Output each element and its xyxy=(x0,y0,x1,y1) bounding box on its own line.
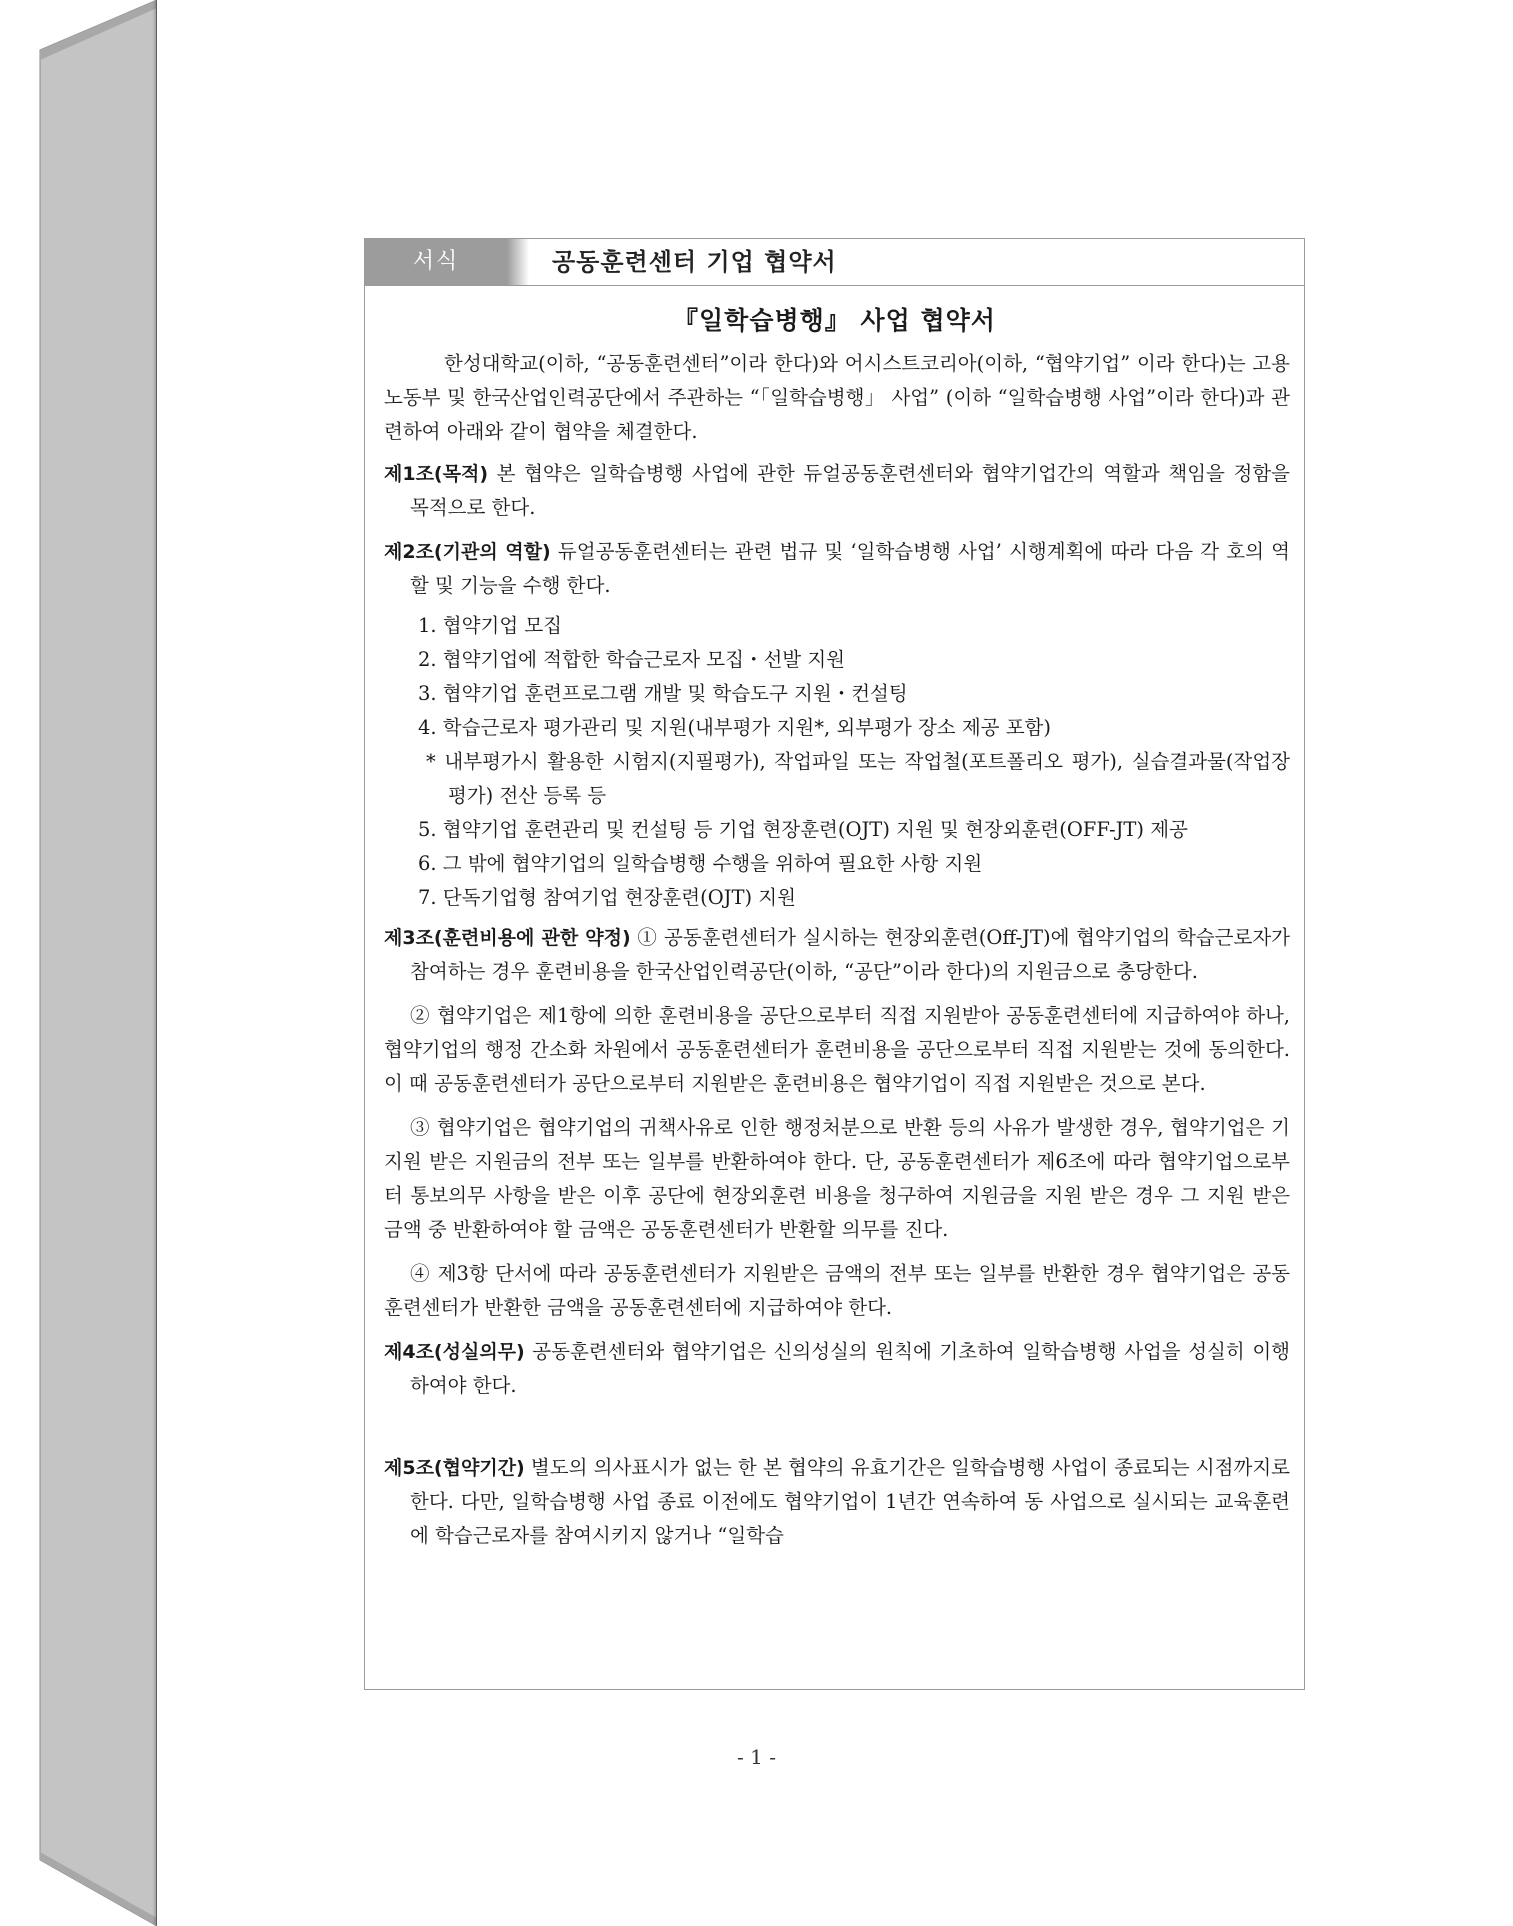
article-3-heading: 제3조(훈련비용에 관한 약정) xyxy=(384,927,631,949)
form-tag-gradient xyxy=(507,239,529,285)
document-title: 『일학습병행』 사업 협약서 xyxy=(673,306,996,335)
list-item: 3. 협약기업 훈련프로그램 개발 및 학습도구 지원・컨설팅 xyxy=(418,682,908,705)
article-1-heading: 제1조(목적) xyxy=(384,463,489,485)
article-3-paragraph-2: ② 협약기업은 제1항에 의한 훈련비용을 공단으로부터 직접 지원받아 공동훈련센터에 지급하여야 하나, 협약기업의 행정 간소화 차원에서 공동훈련센터가 훈련비용을 공단으로부터 직접 지원받는 것에 동의한다. 이 때 공동훈련센터가 공단으로부터 지원받은 훈련비용은 협약기업이 직접 지원받은 것으로 본다. xyxy=(384,1004,1290,1095)
article-4 xyxy=(384,1335,1290,1403)
article-3-paragraph-3: ③ 협약기업은 협약기업의 귀책사유로 인한 행정처분으로 반환 등의 사유가 발생한 경우, 협약기업은 기 지원 받은 지원금의 전부 또는 일부를 반환하여야 한다. 단, 공동훈련센터가 제6조에 따라 협약기업으로부터 통보의무 사항을 받은 이후 공단에 현장외훈련 비용을 청구하여 지원금을 지원 받은 경우 그 지원 받은 금액 중 반환하여야 할 금액은 공동훈련센터가 반환할 의무를 진다. xyxy=(384,1116,1290,1241)
article-1 xyxy=(384,457,1290,525)
form-header xyxy=(365,239,1304,286)
form-title: 공동훈련센터 기업 협약서 xyxy=(552,248,837,276)
list-item: 1. 협약기업 모집 xyxy=(418,614,563,637)
article-4-text: 공동훈련센터와 협약기업은 신의성실의 원칙에 기초하여 일학습병행 사업을 성실히 이행하여야 한다. xyxy=(410,1340,1290,1397)
list-note: * 내부평가시 활용한 시험지(지필평가), 작업파일 또는 작업철(포트폴리오 평가), 실습결과물(작업장 평가) 전산 등록 등 xyxy=(426,750,1290,807)
list-item: 4. 학습근로자 평가관리 및 지원(내부평가 지원*, 외부평가 장소 제공 포함) xyxy=(418,716,1051,739)
article-5-text: 별도의 의사표시가 없는 한 본 협약의 유효기간은 일학습병행 사업이 종료되는 시점까지로 한다. 다만, 일학습병행 사업 종료 이전에도 협약기업이 1년간 연속하여 동 사업으로 실시되는 교육훈련에 학습근로자를 참여시키지 않거나 “일학습 xyxy=(410,1456,1290,1547)
document-body xyxy=(384,347,1290,1563)
article-5-heading: 제5조(협약기간) xyxy=(384,1457,525,1479)
list-item: 5. 협약기업 훈련관리 및 컨설팅 등 기업 현장훈련(OJT) 지원 및 현장외훈련(OFF-JT) 제공 xyxy=(418,818,1188,841)
intro-paragraph: 한성대학교(이하, “공동훈련센터”이라 한다)와 어시스트코리아(이하, “협약기업” 이라 한다)는 고용노동부 및 한국산업인력공단에서 주관하는 “「일학습병행」 사업” (이하 “일학습병행 사업”이라 한다)과 관련하여 아래와 같이 협약을 체결한다. xyxy=(384,352,1290,443)
list-item: 2. 협약기업에 적합한 학습근로자 모집・선발 지원 xyxy=(418,648,846,671)
article-2 xyxy=(384,535,1290,603)
form-tag: 서식 xyxy=(365,239,507,285)
article-1-text: 본 협약은 일학습병행 사업에 관한 듀얼공동훈련센터와 협약기업간의 역할과 책임을 정함을 목적으로 한다. xyxy=(410,462,1290,519)
article-2-heading: 제2조(기관의 역할) xyxy=(384,541,551,563)
article-4-heading: 제4조(성실의무) xyxy=(384,1341,525,1363)
page-number: - 1 - xyxy=(737,1745,776,1769)
article-5 xyxy=(384,1451,1290,1553)
article-3 xyxy=(384,921,1290,989)
article-3-paragraph-4: ④ 제3항 단서에 따라 공동훈련센터가 지원받은 금액의 전부 또는 일부를 반환한 경우 협약기업은 공동훈련센터가 반환한 금액을 공동훈련센터에 지급하여야 한다. xyxy=(384,1262,1290,1319)
list-item: 7. 단독기업형 참여기업 현장훈련(OJT) 지원 xyxy=(418,886,796,909)
article-3-text: ① 공동훈련센터가 실시하는 현장외훈련(Off-JT)에 협약기업의 학습근로자가 참여하는 경우 훈련비용을 한국산업인력공단(이하, “공단”이라 한다)의 지원금으로 충당한다. xyxy=(410,926,1290,983)
list-item: 6. 그 밖에 협약기업의 일학습병행 수행을 위하여 필요한 사항 지원 xyxy=(418,852,983,875)
form-frame xyxy=(364,238,1305,1690)
article-2-items xyxy=(384,609,1290,915)
article-2-text: 듀얼공동훈련센터는 관련 법규 및 ‘일학습병행 사업’ 시행계획에 따라 다음 각 호의 역할 및 기능을 수행 한다. xyxy=(410,540,1290,597)
